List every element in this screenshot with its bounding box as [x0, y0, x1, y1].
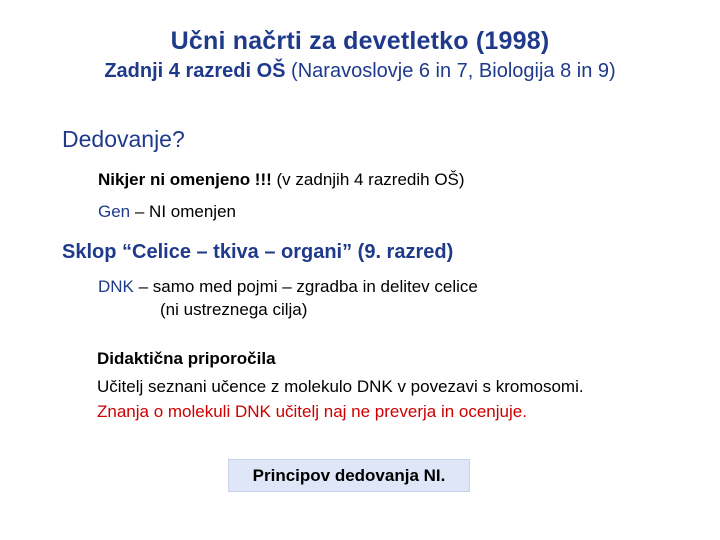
- nikjer-rest: (v zadnjih 4 razredih OŠ): [271, 170, 465, 189]
- sklop-heading: Sklop “Celice – tkiva – organi” (9. razred): [62, 241, 454, 263]
- gen-rest: – NI omenjen: [130, 202, 236, 221]
- highlight-box-text: Principov dedovanja NI.: [252, 466, 446, 485]
- subtitle-rest: (Naravoslovje 6 in 7, Biologija 8 in 9): [285, 60, 616, 82]
- gen-line: [98, 202, 236, 222]
- dnk-term: DNK: [98, 277, 134, 296]
- slide-title: Učni načrti za devetletko (1998): [170, 27, 550, 55]
- dnk-line: [98, 277, 478, 297]
- dedovanje-heading: Dedovanje?: [62, 126, 185, 152]
- dnk-rest: – samo med pojmi – zgradba in delitev celice: [133, 277, 478, 296]
- nikjer-line: [98, 170, 465, 190]
- dnk-note: (ni ustreznega cilja): [160, 300, 308, 319]
- nikjer-bold: Nikjer ni omenjeno !!!: [98, 170, 272, 189]
- gen-term: Gen: [98, 202, 131, 221]
- didakticna-heading: Didaktična priporočila: [97, 349, 276, 368]
- slide-subtitle: [0, 60, 720, 83]
- subtitle-bold: Zadnji 4 razredi OŠ: [104, 60, 286, 82]
- didakticna-line-2: Znanja o molekuli DNK učitelj naj ne preverja in ocenjuje.: [97, 402, 527, 421]
- didakticna-line-1: Učitelj seznani učence z molekulo DNK v povezavi s kromosomi.: [97, 377, 584, 396]
